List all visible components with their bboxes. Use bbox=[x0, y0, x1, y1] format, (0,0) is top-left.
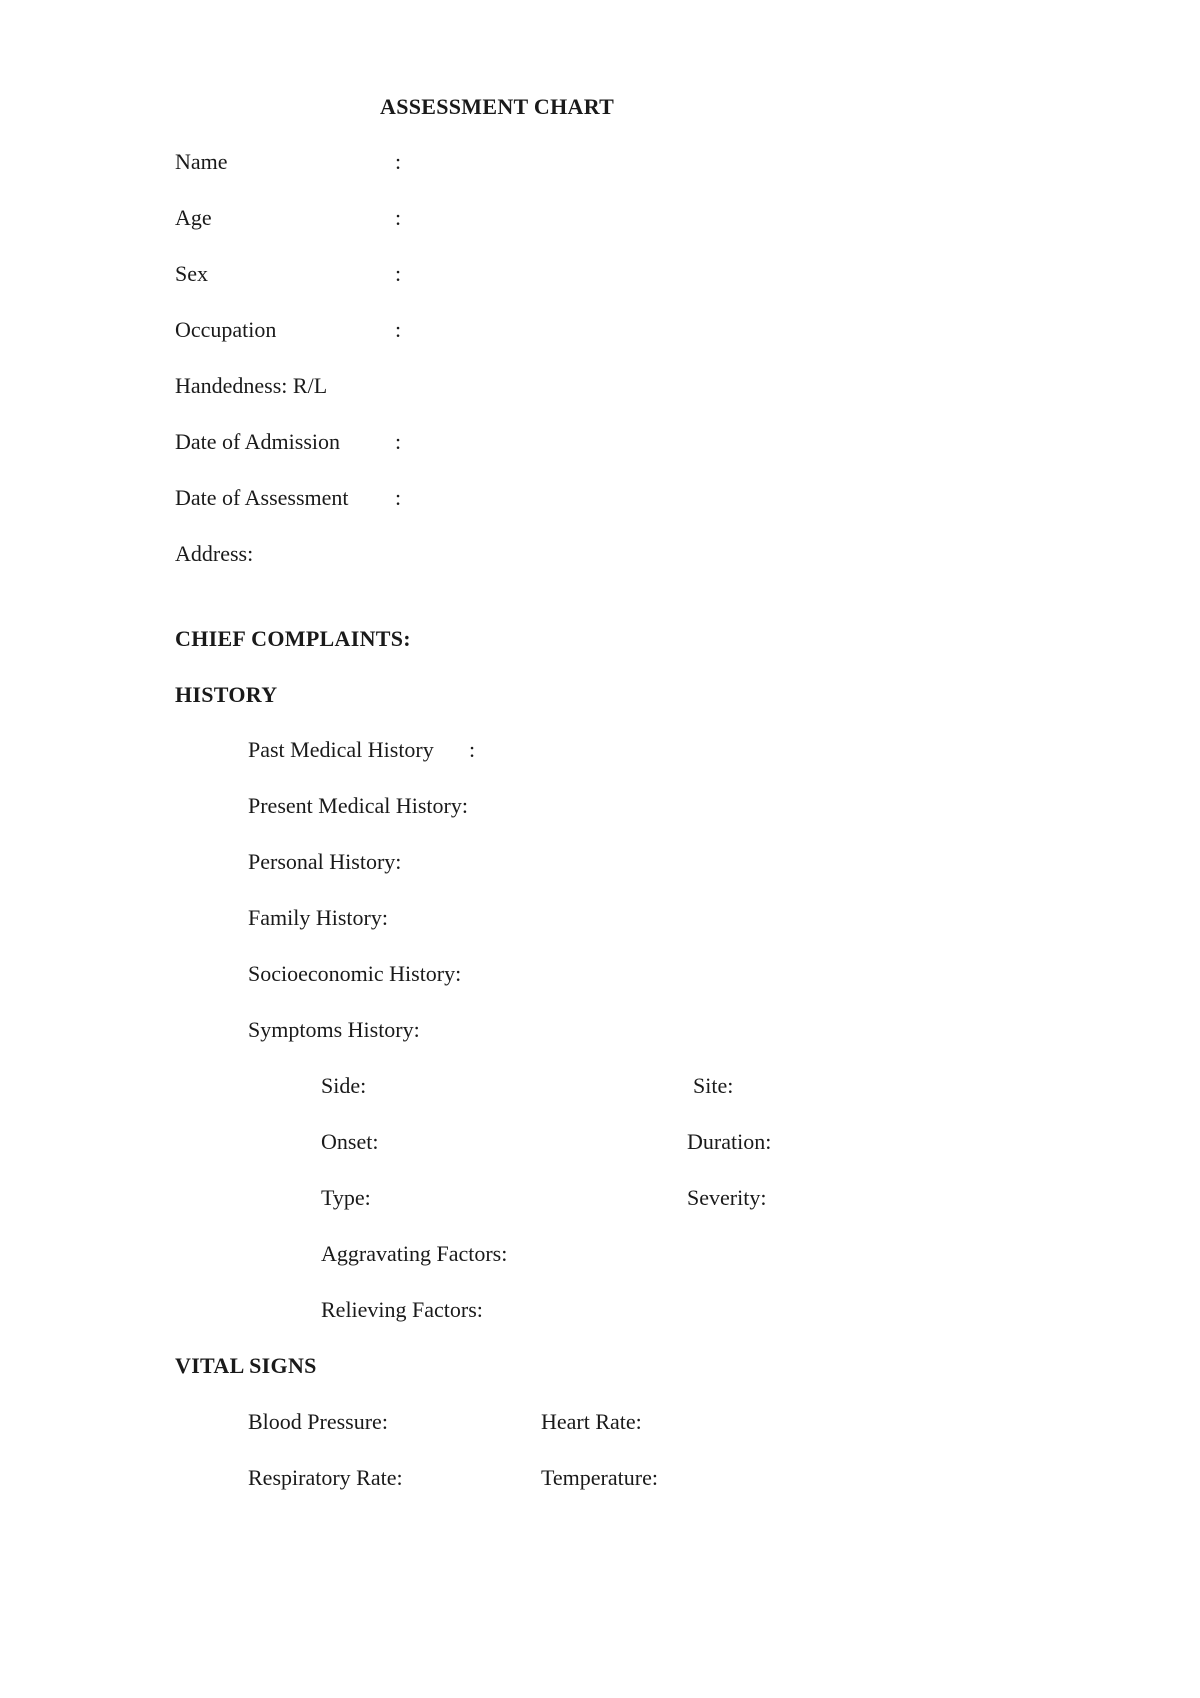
name-label: Name bbox=[175, 149, 228, 174]
date-of-admission-label: Date of Admission bbox=[175, 429, 340, 454]
onset-label: Onset: bbox=[321, 1129, 379, 1154]
sex-label: Sex bbox=[175, 261, 208, 286]
date-of-admission-separator: : bbox=[395, 429, 402, 454]
duration-label: Duration: bbox=[687, 1129, 772, 1154]
handedness-label: Handedness: R/L bbox=[175, 373, 328, 398]
chief-complaints-heading: CHIEF COMPLAINTS: bbox=[175, 626, 411, 651]
type-label: Type: bbox=[321, 1185, 371, 1210]
severity-label: Severity: bbox=[687, 1185, 767, 1210]
respiratory-rate-label: Respiratory Rate: bbox=[248, 1465, 403, 1490]
age-label: Age bbox=[175, 205, 212, 230]
side-label: Side: bbox=[321, 1073, 367, 1098]
vital-signs-heading: VITAL SIGNS bbox=[175, 1353, 317, 1378]
past-medical-history-label: Past Medical History bbox=[248, 737, 434, 762]
symptoms-history-label: Symptoms History: bbox=[248, 1017, 420, 1042]
occupation-separator: : bbox=[395, 317, 402, 342]
family-history-label: Family History: bbox=[248, 905, 388, 930]
page-title: ASSESSMENT CHART bbox=[380, 94, 615, 119]
site-label: Site: bbox=[693, 1073, 734, 1098]
date-of-assessment-separator: : bbox=[395, 485, 402, 510]
personal-history-label: Personal History: bbox=[248, 849, 402, 874]
relieving-factors-label: Relieving Factors: bbox=[321, 1297, 483, 1322]
age-separator: : bbox=[395, 205, 402, 230]
socioeconomic-history-label: Socioeconomic History: bbox=[248, 961, 462, 986]
history-heading: HISTORY bbox=[175, 682, 278, 707]
date-of-assessment-label: Date of Assessment bbox=[175, 485, 349, 510]
blood-pressure-label: Blood Pressure: bbox=[248, 1409, 388, 1434]
sex-separator: : bbox=[395, 261, 402, 286]
present-medical-history-label: Present Medical History: bbox=[248, 793, 468, 818]
occupation-label: Occupation bbox=[175, 317, 277, 342]
temperature-label: Temperature: bbox=[541, 1465, 658, 1490]
past-medical-history-separator: : bbox=[469, 737, 476, 762]
aggravating-factors-label: Aggravating Factors: bbox=[321, 1241, 508, 1266]
heart-rate-label: Heart Rate: bbox=[541, 1409, 642, 1434]
name-separator: : bbox=[395, 149, 402, 174]
address-label: Address: bbox=[175, 541, 254, 566]
